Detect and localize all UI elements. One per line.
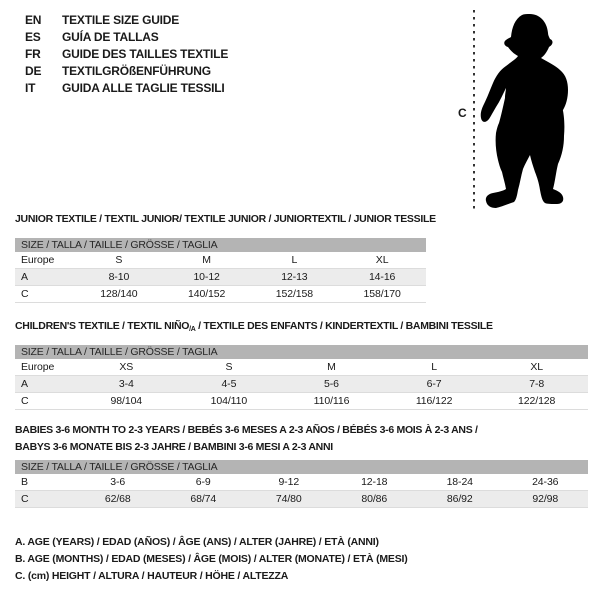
- table-row: [15, 474, 588, 491]
- size-cell: 98/104: [110, 395, 143, 407]
- children-title-pre: CHILDREN'S TEXTILE / TEXTIL NIÑO: [15, 320, 190, 332]
- language-title: GUÍA DE TALLAS: [62, 30, 159, 44]
- size-cell: S: [225, 361, 233, 373]
- size-cell: 74/80: [275, 493, 302, 505]
- size-cell: 9-12: [278, 476, 300, 488]
- row-label: Europe: [21, 361, 55, 373]
- language-code: EN: [25, 13, 42, 27]
- language-code: ES: [25, 30, 41, 44]
- size-cell: L: [291, 254, 298, 266]
- children-title-post: / TEXTILE DES ENFANTS / KINDERTEXTIL / BAMBINI TESSILE: [195, 320, 493, 332]
- language-title: GUIDE DES TAILLES TEXTILE: [62, 47, 229, 61]
- size-cell: 110/116: [313, 395, 350, 407]
- size-cell: 152/158: [275, 288, 313, 300]
- junior-size-table: [15, 238, 426, 303]
- language-row: [25, 12, 228, 29]
- language-code: DE: [25, 64, 42, 78]
- babies-title-line1: BABIES 3-6 MONTH TO 2-3 YEARS / BEBÉS 3-6 MESES A 2-3 AÑOS / BÉBÉS 3-6 MOIS À 2-3 ANS /: [15, 424, 478, 436]
- table-body: [15, 359, 588, 410]
- table-body: [15, 474, 588, 508]
- language-code: FR: [25, 47, 41, 61]
- table-row: [15, 393, 588, 410]
- size-cell: XL: [375, 254, 389, 266]
- language-row: [25, 46, 228, 63]
- language-row: [25, 63, 228, 80]
- language-title-block: [25, 12, 228, 97]
- size-cell: 8-10: [108, 271, 130, 283]
- size-cell: 6-7: [426, 378, 442, 390]
- size-cell: 18-24: [446, 476, 473, 488]
- size-cell: 14-16: [368, 271, 396, 283]
- row-label: C: [21, 288, 29, 300]
- row-label: A: [21, 378, 28, 390]
- size-cell: 6-9: [195, 476, 211, 488]
- size-cell: 12-13: [281, 271, 308, 283]
- height-measure-label: C: [458, 106, 467, 120]
- toddler-silhouette-icon: [450, 2, 600, 232]
- table-header: SIZE / TALLA / TAILLE / GRÖSSE / TAGLIA: [15, 238, 426, 252]
- language-title: TEXTILGRÖßENFÜHRUNG: [62, 64, 211, 78]
- size-cell: S: [115, 254, 123, 266]
- table-row: [15, 491, 588, 508]
- children-section-title: [15, 318, 493, 339]
- size-cell: M: [202, 254, 211, 266]
- language-row: [25, 29, 228, 46]
- language-code: IT: [25, 81, 36, 95]
- footnote-c: C. (cm) HEIGHT / ALTURA / HAUTEUR / HÖHE / ALTEZZA: [15, 570, 289, 582]
- height-measure-figure: [450, 2, 600, 232]
- size-cell: 5-6: [324, 378, 339, 390]
- table-row: [15, 286, 426, 303]
- junior-section-title: JUNIOR TEXTILE / TEXTIL JUNIOR/ TEXTILE JUNIOR / JUNIORTEXTIL / JUNIOR TESSILE: [15, 213, 436, 225]
- legend-footnotes: [15, 534, 408, 585]
- table-body: [15, 252, 426, 303]
- row-label: C: [21, 493, 29, 505]
- size-cell: 86/92: [446, 493, 473, 505]
- size-cell: 4-5: [221, 378, 237, 390]
- size-cell: 92/98: [532, 493, 559, 505]
- row-label: C: [21, 395, 29, 407]
- babies-section-title: [15, 422, 478, 455]
- size-cell: 104/110: [210, 395, 248, 407]
- size-cell: 140/152: [187, 288, 226, 300]
- table-row: [15, 359, 588, 376]
- size-cell: 80/86: [361, 493, 388, 505]
- table-header: SIZE / TALLA / TAILLE / GRÖSSE / TAGLIA: [15, 345, 588, 359]
- table-row: [15, 376, 588, 393]
- table-row: [15, 252, 426, 269]
- table-row: [15, 269, 426, 286]
- size-cell: 3-6: [110, 476, 126, 488]
- footnote-a: A. AGE (YEARS) / EDAD (AÑOS) / ÂGE (ANS) / ALTER (JAHRE) / ETÀ (ANNI): [15, 536, 379, 548]
- size-cell: 116/122: [415, 395, 453, 407]
- size-cell: 10-12: [193, 271, 220, 283]
- size-cell: M: [327, 361, 336, 373]
- size-cell: 158/170: [363, 288, 401, 300]
- footnote-b: B. AGE (MONTHS) / EDAD (MESES) / ÂGE (MOIS) / ALTER (MONATE) / ETÀ (MESI): [15, 553, 408, 565]
- row-label: A: [21, 271, 28, 283]
- children-size-table: [15, 345, 588, 410]
- toddler-silhouette-path: [481, 14, 568, 208]
- children-title-sub: /A: [189, 326, 196, 333]
- size-cell: XS: [119, 361, 134, 373]
- size-cell: 68/74: [190, 493, 217, 505]
- size-cell: 122/128: [518, 395, 556, 407]
- language-row: [25, 80, 228, 97]
- language-title: GUIDA ALLE TAGLIE TESSILI: [62, 81, 225, 95]
- size-cell: 3-4: [118, 378, 134, 390]
- size-cell: 12-18: [361, 476, 388, 488]
- size-cell: L: [431, 361, 437, 373]
- size-cell: XL: [530, 361, 543, 373]
- size-cell: 7-8: [529, 378, 545, 390]
- table-header: SIZE / TALLA / TAILLE / GRÖSSE / TAGLIA: [15, 460, 588, 474]
- language-title: TEXTILE SIZE GUIDE: [62, 13, 180, 27]
- size-cell: 62/68: [104, 493, 131, 505]
- row-label: Europe: [21, 254, 55, 266]
- babies-size-table: [15, 460, 588, 508]
- babies-title-line2: BABYS 3-6 MONATE BIS 2-3 JAHRE / BAMBINI 3-6 MESI A 2-3 ANNI: [15, 440, 333, 453]
- size-cell: 128/140: [100, 288, 138, 300]
- row-label: B: [21, 476, 28, 488]
- size-cell: 24-36: [532, 476, 559, 488]
